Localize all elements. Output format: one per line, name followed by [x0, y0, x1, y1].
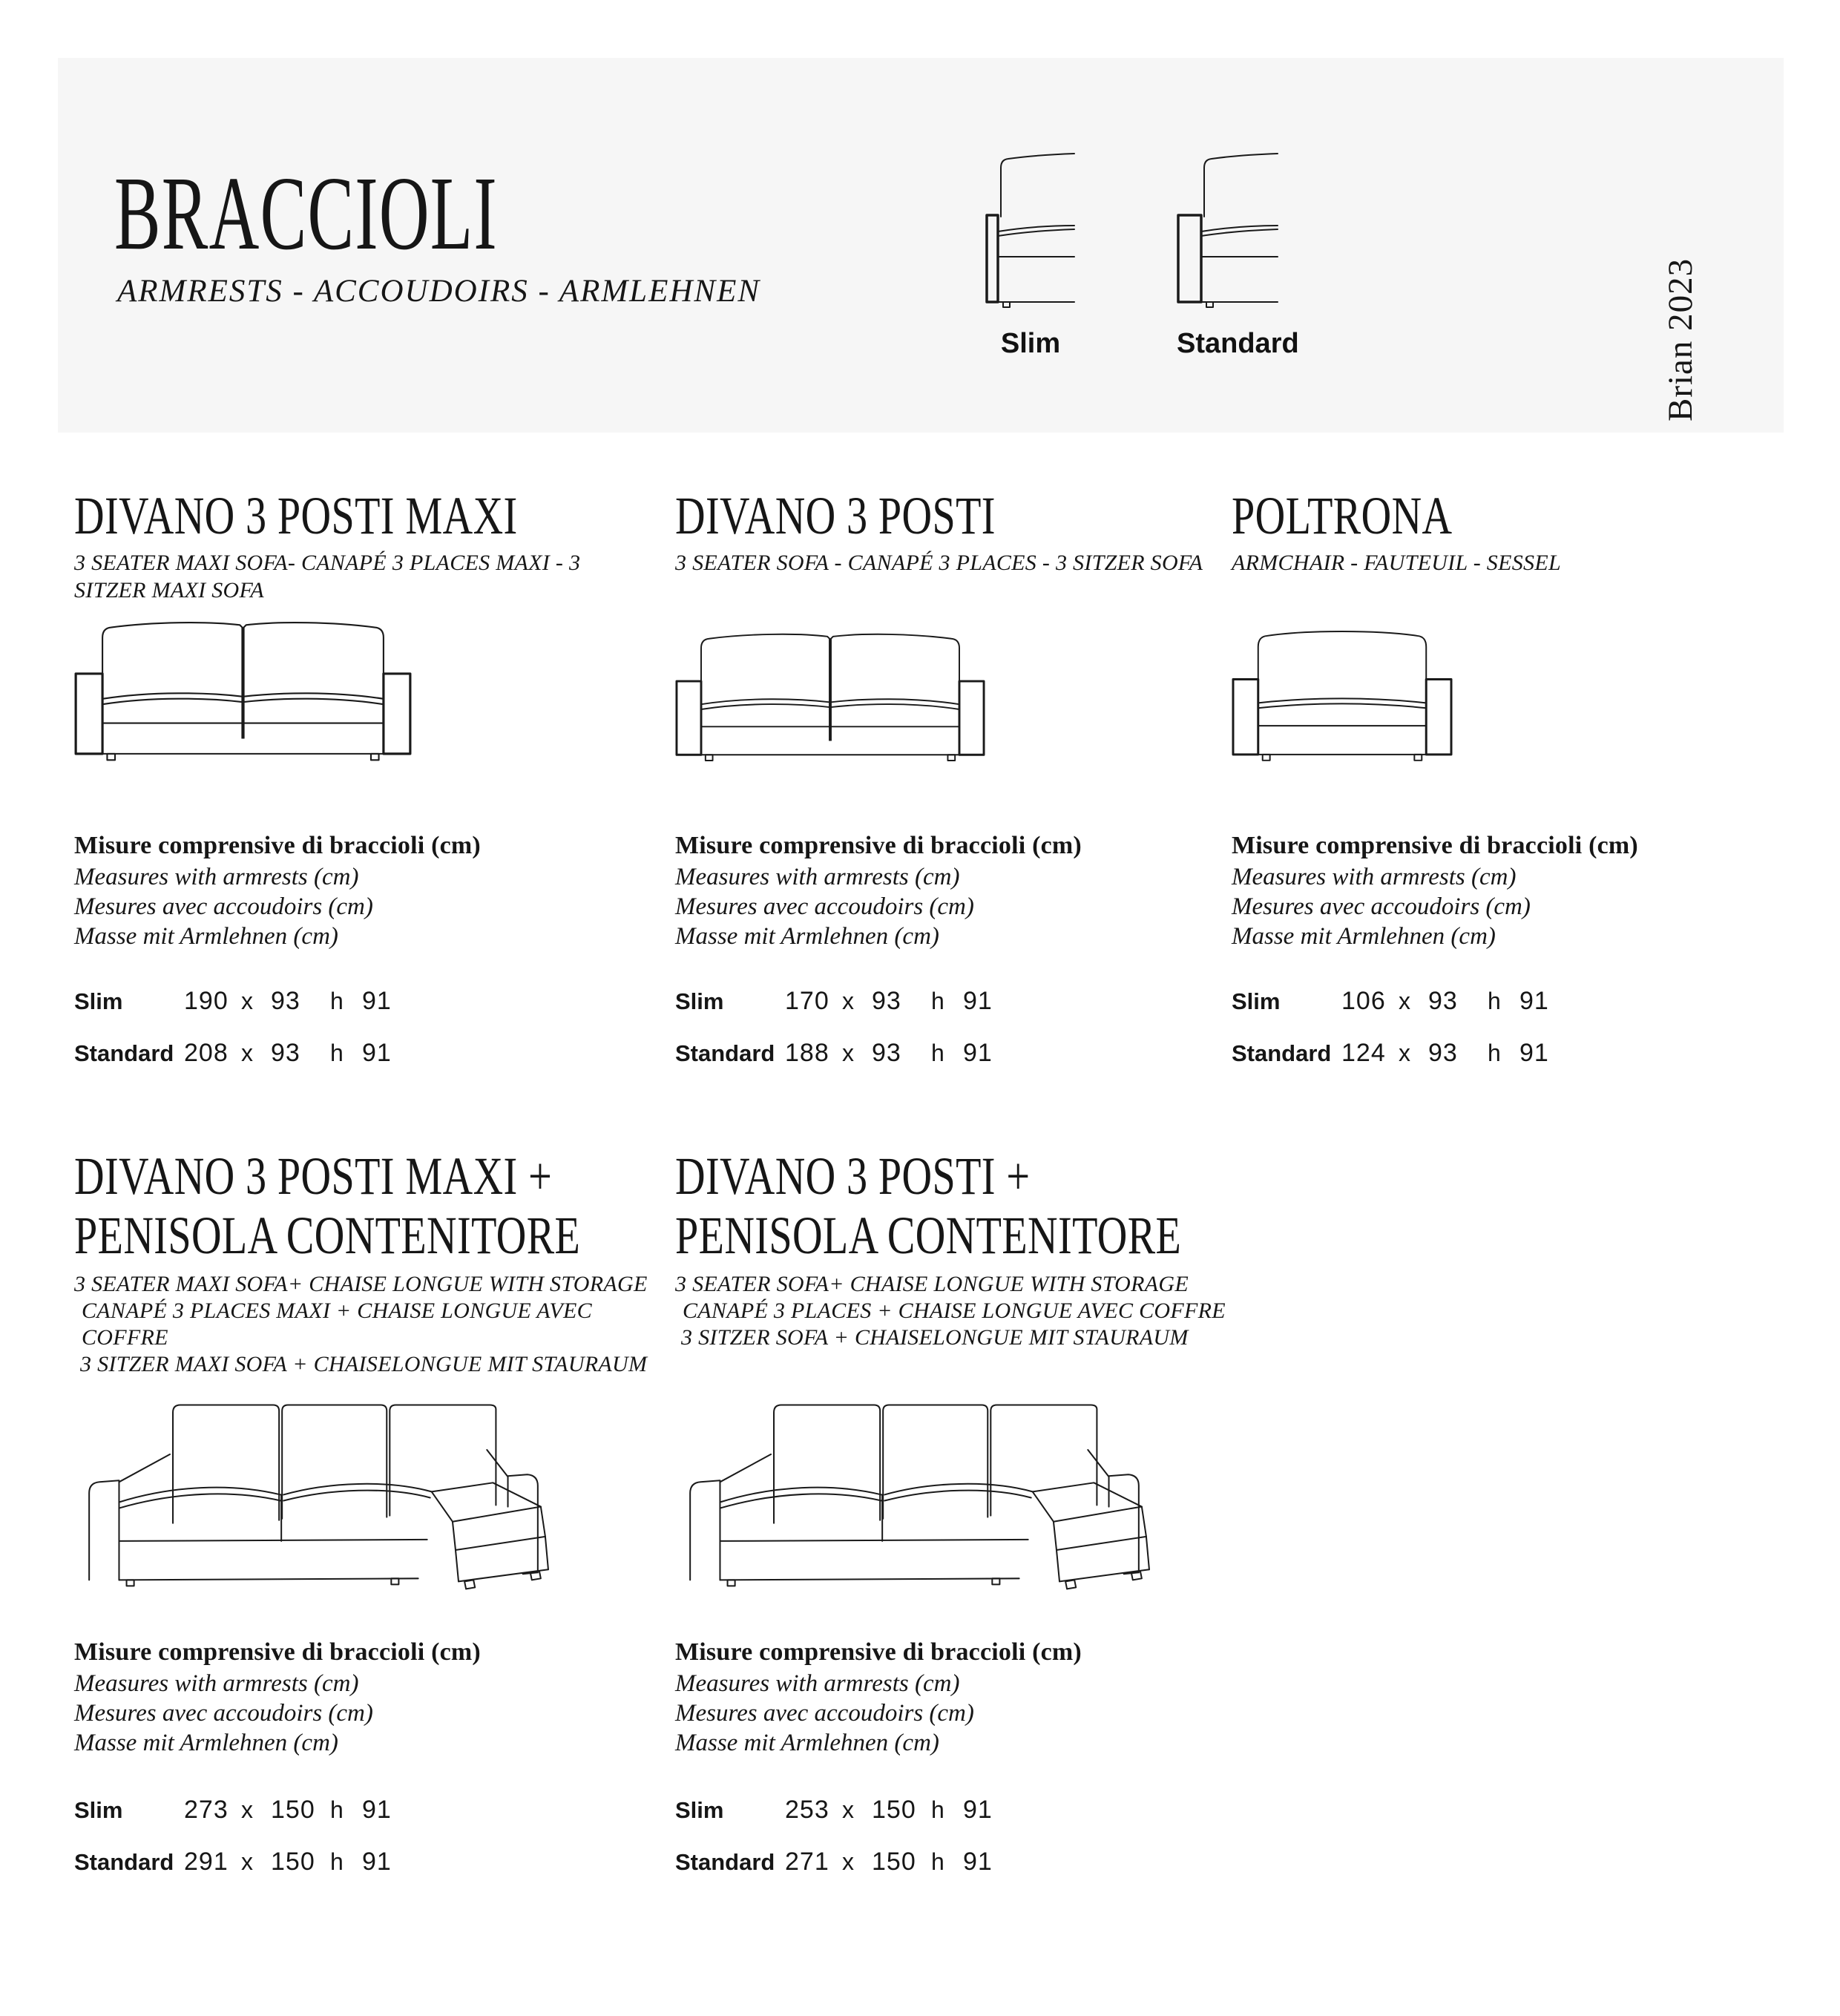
- armrest-type-slim: [985, 148, 1076, 360]
- size-sep-h: h: [330, 1848, 344, 1875]
- measures-heading-de: Masse mit Armlehnen (cm): [675, 1730, 939, 1756]
- product-subtitle-line1: 3 SEATER MAXI SOFA+ CHAISE LONGUE WITH STORAGE: [74, 1272, 648, 1296]
- size-value-depth: 150: [872, 1796, 916, 1824]
- product-diagram: [675, 606, 1239, 766]
- sizes-block: [74, 987, 645, 1068]
- size-sep-x: x: [1399, 988, 1410, 1014]
- measures-heading-de: Masse mit Armlehnen (cm): [74, 923, 338, 950]
- size-label: Slim: [74, 1797, 123, 1823]
- product-subtitle: 3 SEATER SOFA - CANAPÉ 3 PLACES - 3 SITZER SOFA: [675, 551, 1203, 575]
- measures-heading-it: Misure comprensive di braccioli (cm): [675, 1638, 1082, 1666]
- sizes-block: [1232, 987, 1781, 1068]
- size-value-depth: 150: [271, 1796, 315, 1824]
- measures-heading-it: Misure comprensive di braccioli (cm): [1232, 832, 1638, 859]
- size-value-depth: 93: [1428, 987, 1458, 1015]
- product-title-line2: PENISOLA CONTENITORE: [675, 1206, 1182, 1265]
- size-label: Standard: [74, 1040, 174, 1066]
- size-value-depth: 150: [271, 1848, 315, 1876]
- armrest-type-label: Standard: [1177, 328, 1299, 359]
- size-value-width: 208: [184, 1039, 229, 1067]
- product-head: [1232, 486, 1781, 606]
- size-label: Slim: [1232, 988, 1281, 1014]
- size-label: Slim: [74, 988, 123, 1014]
- size-label: Standard: [74, 1849, 174, 1875]
- size-sep-h: h: [931, 1796, 944, 1823]
- size-label: Standard: [675, 1849, 775, 1875]
- measures-heading-de: Masse mit Armlehnen (cm): [74, 1730, 338, 1756]
- size-label: Slim: [675, 988, 724, 1014]
- size-row-standard: [74, 1039, 645, 1068]
- size-row-slim: [675, 987, 1239, 1017]
- size-sep-h: h: [1488, 988, 1501, 1014]
- size-value-depth: 93: [872, 987, 901, 1015]
- size-value-depth: 93: [271, 1039, 300, 1067]
- size-value-depth: 150: [872, 1848, 916, 1876]
- product-subtitle-line2: CANAPÉ 3 PLACES + CHAISE LONGUE AVEC COFFRE: [683, 1298, 1226, 1323]
- size-label: Standard: [1232, 1040, 1332, 1066]
- measures-heading-en: Measures with armrests (cm): [1232, 864, 1517, 890]
- size-label: Slim: [675, 1797, 724, 1823]
- size-value-width: 271: [785, 1848, 829, 1876]
- product-head: [74, 1146, 683, 1376]
- measures-heading-en: Measures with armrests (cm): [675, 1670, 960, 1697]
- measures-block: [675, 1636, 1284, 1758]
- product-subtitle: ARMCHAIR - FAUTEUIL - SESSEL: [1232, 551, 1561, 575]
- measures-heading-it: Misure comprensive di braccioli (cm): [74, 832, 481, 859]
- size-sep-h: h: [330, 1040, 344, 1066]
- product-subtitle: 3 SEATER MAXI SOFA- CANAPÉ 3 PLACES MAXI - 3 SITZER MAXI SOFA: [74, 551, 581, 602]
- measures-heading-fr: Mesures avec accoudoirs (cm): [675, 893, 974, 920]
- size-sep-x: x: [842, 988, 854, 1014]
- product-card-divano-3-posti-penisola: [675, 1146, 1284, 1900]
- product-title: POLTRONA: [1232, 486, 1453, 545]
- product-card-divano-3-posti-maxi-penisola: [74, 1146, 683, 1900]
- measures-block: [74, 1636, 683, 1758]
- size-sep-x: x: [842, 1040, 854, 1066]
- size-row-standard: [675, 1039, 1239, 1068]
- product-head: [675, 1146, 1284, 1351]
- size-value-height: 91: [1519, 1039, 1549, 1067]
- size-sep-h: h: [330, 1796, 344, 1823]
- product-title: DIVANO 3 POSTI MAXI +: [74, 1146, 553, 1206]
- size-sep-x: x: [241, 988, 253, 1014]
- size-sep-x: x: [241, 1848, 253, 1875]
- sizes-block: [675, 1796, 1284, 1877]
- product-diagram: [675, 1351, 1284, 1596]
- size-value-height: 91: [963, 1796, 993, 1824]
- measures-block: [1232, 830, 1781, 951]
- size-sep-h: h: [1488, 1040, 1501, 1066]
- armrest-type-standard: [1177, 148, 1299, 360]
- product-card-poltrona: [1232, 486, 1781, 1091]
- size-sep-x: x: [241, 1796, 253, 1823]
- sizes-block: [675, 987, 1239, 1068]
- size-value-width: 170: [785, 987, 829, 1015]
- armrest-slim-diagram: [985, 148, 1076, 318]
- size-value-height: 91: [362, 1796, 392, 1824]
- size-value-width: 188: [785, 1039, 829, 1067]
- size-sep-h: h: [330, 988, 344, 1014]
- size-value-width: 273: [184, 1796, 229, 1824]
- size-sep-h: h: [931, 1040, 944, 1066]
- size-value-depth: 93: [1428, 1039, 1458, 1067]
- size-sep-x: x: [842, 1848, 854, 1875]
- product-head: [675, 486, 1239, 606]
- product-head: [74, 486, 645, 606]
- header-band: [58, 58, 1784, 433]
- size-row-slim: [74, 987, 645, 1017]
- sizes-block: [74, 1796, 683, 1877]
- measures-block: [675, 830, 1239, 951]
- measures-heading-en: Measures with armrests (cm): [74, 1670, 359, 1697]
- page-subtitle: ARMRESTS - ACCOUDOIRS - ARMLEHNEN: [117, 274, 761, 309]
- measures-heading-en: Measures with armrests (cm): [74, 864, 359, 890]
- size-value-height: 91: [963, 1848, 993, 1876]
- size-value-depth: 93: [271, 987, 300, 1015]
- size-value-height: 91: [362, 1848, 392, 1876]
- size-sep-x: x: [842, 1796, 854, 1823]
- page-title: BRACCIOLI: [114, 154, 498, 272]
- measures-heading-it: Misure comprensive di braccioli (cm): [675, 832, 1082, 859]
- size-label: Standard: [675, 1040, 775, 1066]
- size-sep-h: h: [931, 988, 944, 1014]
- product-subtitle-line2: CANAPÉ 3 PLACES MAXI + CHAISE LONGUE AVEC COFFRE: [82, 1298, 592, 1350]
- measures-heading-fr: Mesures avec accoudoirs (cm): [675, 1700, 974, 1727]
- size-value-width: 190: [184, 987, 229, 1015]
- product-title: DIVANO 3 POSTI +: [675, 1146, 1031, 1206]
- size-row-standard: [675, 1848, 1284, 1877]
- product-title-line2: PENISOLA CONTENITORE: [74, 1206, 581, 1265]
- size-value-height: 91: [362, 1039, 392, 1067]
- product-title: DIVANO 3 POSTI MAXI: [74, 486, 518, 545]
- size-value-width: 291: [184, 1848, 229, 1876]
- size-value-height: 91: [1519, 987, 1549, 1015]
- size-sep-h: h: [931, 1848, 944, 1875]
- product-subtitle-line3: 3 SITZER SOFA + CHAISELONGUE MIT STAURAUM: [681, 1325, 1189, 1350]
- measures-heading-it: Misure comprensive di braccioli (cm): [74, 1638, 481, 1666]
- product-subtitle-line1: 3 SEATER SOFA+ CHAISE LONGUE WITH STORAGE: [675, 1272, 1189, 1296]
- measures-heading-fr: Mesures avec accoudoirs (cm): [1232, 893, 1531, 920]
- size-row-standard: [1232, 1039, 1781, 1068]
- size-value-width: 106: [1341, 987, 1386, 1015]
- size-value-height: 91: [963, 1039, 993, 1067]
- measures-heading-fr: Mesures avec accoudoirs (cm): [74, 1700, 373, 1727]
- size-value-depth: 93: [872, 1039, 901, 1067]
- product-subtitle-line3: 3 SITZER MAXI SOFA + CHAISELONGUE MIT STAURAUM: [80, 1352, 648, 1376]
- armrest-type-label: Slim: [1000, 328, 1061, 359]
- measures-heading-de: Masse mit Armlehnen (cm): [1232, 923, 1496, 950]
- size-sep-x: x: [1399, 1040, 1410, 1066]
- collection-badge: Brian 2023: [1661, 257, 1700, 421]
- product-diagram: [74, 1351, 683, 1596]
- size-value-height: 91: [362, 987, 392, 1015]
- size-row-slim: [1232, 987, 1781, 1017]
- size-row-standard: [74, 1848, 683, 1877]
- size-row-slim: [675, 1796, 1284, 1825]
- sofa-chaise-longue-diagram: [675, 1357, 1154, 1597]
- measures-heading-fr: Mesures avec accoudoirs (cm): [74, 893, 373, 920]
- product-diagram: [74, 606, 645, 766]
- size-sep-x: x: [241, 1040, 253, 1066]
- armrest-standard-diagram: [1177, 148, 1279, 318]
- measures-block: [74, 830, 645, 951]
- three-seater-sofa-diagram: [675, 632, 985, 766]
- size-value-width: 124: [1341, 1039, 1386, 1067]
- size-row-slim: [74, 1796, 683, 1825]
- sofa-chaise-longue-diagram: [74, 1357, 553, 1597]
- three-seater-maxi-sofa-diagram: [74, 620, 412, 766]
- product-title: DIVANO 3 POSTI: [675, 486, 996, 545]
- size-value-width: 253: [785, 1796, 829, 1824]
- size-value-height: 91: [963, 987, 993, 1015]
- measures-heading-en: Measures with armrests (cm): [675, 864, 960, 890]
- armchair-diagram: [1232, 629, 1453, 766]
- product-card-divano-3-posti-maxi: [74, 486, 645, 1091]
- product-card-divano-3-posti: [675, 486, 1239, 1091]
- product-diagram: [1232, 606, 1781, 766]
- measures-heading-de: Masse mit Armlehnen (cm): [675, 923, 939, 950]
